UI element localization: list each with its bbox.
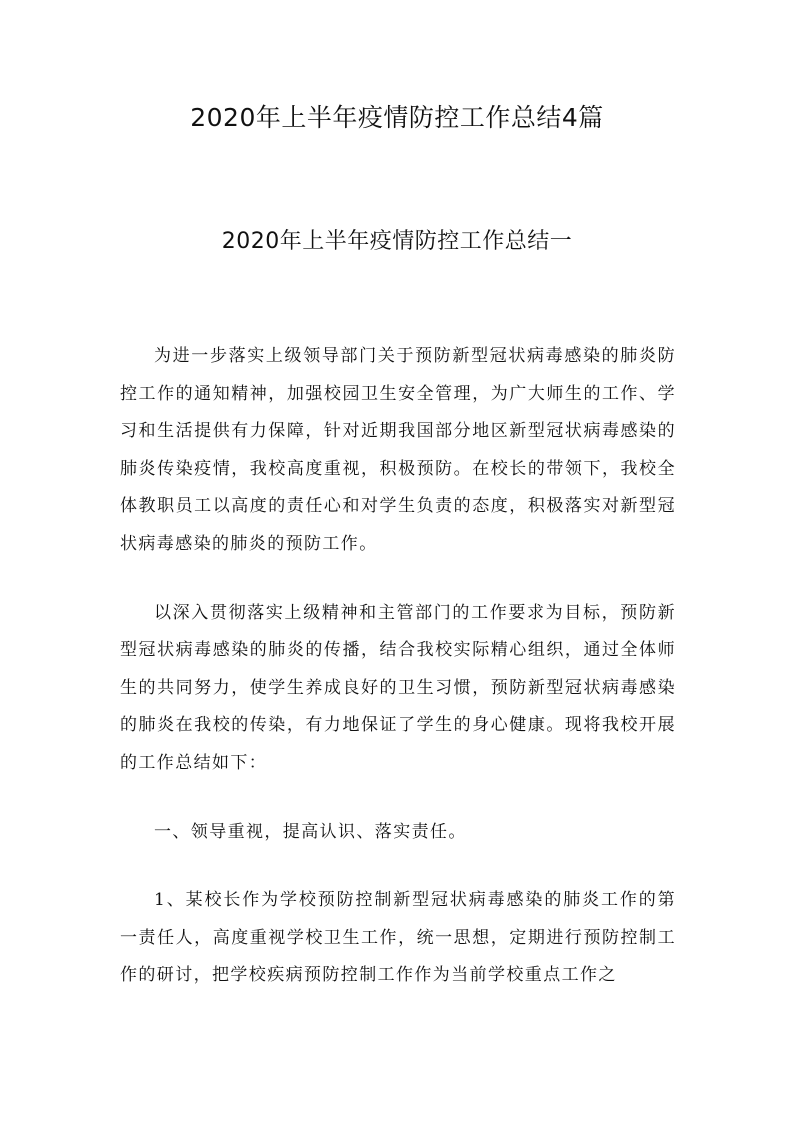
document-body bbox=[120, 338, 676, 995]
document-title: 2020年上半年疫情防控工作总结4篇 bbox=[190, 103, 604, 132]
heading-leadership: 一、领导重视，提高认识、落实责任。 bbox=[154, 821, 467, 842]
paragraph-item-1: 1、某校长作为学校预防控制新型冠状病毒感染的肺炎工作的第一责任人，高度重视学校卫生工作，统一思想，定期进行预防控制工作的研讨，把学校疾病预防控制工作作为当前学校重点工作之 bbox=[120, 890, 676, 986]
paragraph-goal: 以深入贯彻落实上级精神和主管部门的工作要求为目标，预防新型冠状病毒感染的肺炎的传播，结合我校实际精心组织，通过全体师生的共同努力，使学生养成良好的卫生习惯，预防新型冠状病毒感染的肺炎在我校的传染，有力地保证了学生的身心健康。现将我校开展的工作总结如下： bbox=[120, 602, 676, 773]
paragraph-intro: 为进一步落实上级领导部门关于预防新型冠状病毒感染的肺炎防控工作的通知精神，加强校园卫生安全管理，为广大师生的工作、学习和生活提供有力保障，针对近期我国部分地区新型冠状病毒感染的肺炎传染疫情，我校高度重视，积极预防。在校长的带领下，我校全体教职员工以高度的责任心和对学生负责的态度，积极落实对新型冠状病毒感染的肺炎的预防工作。 bbox=[120, 346, 676, 554]
section-title: 2020年上半年疫情防控工作总结一 bbox=[221, 229, 573, 254]
